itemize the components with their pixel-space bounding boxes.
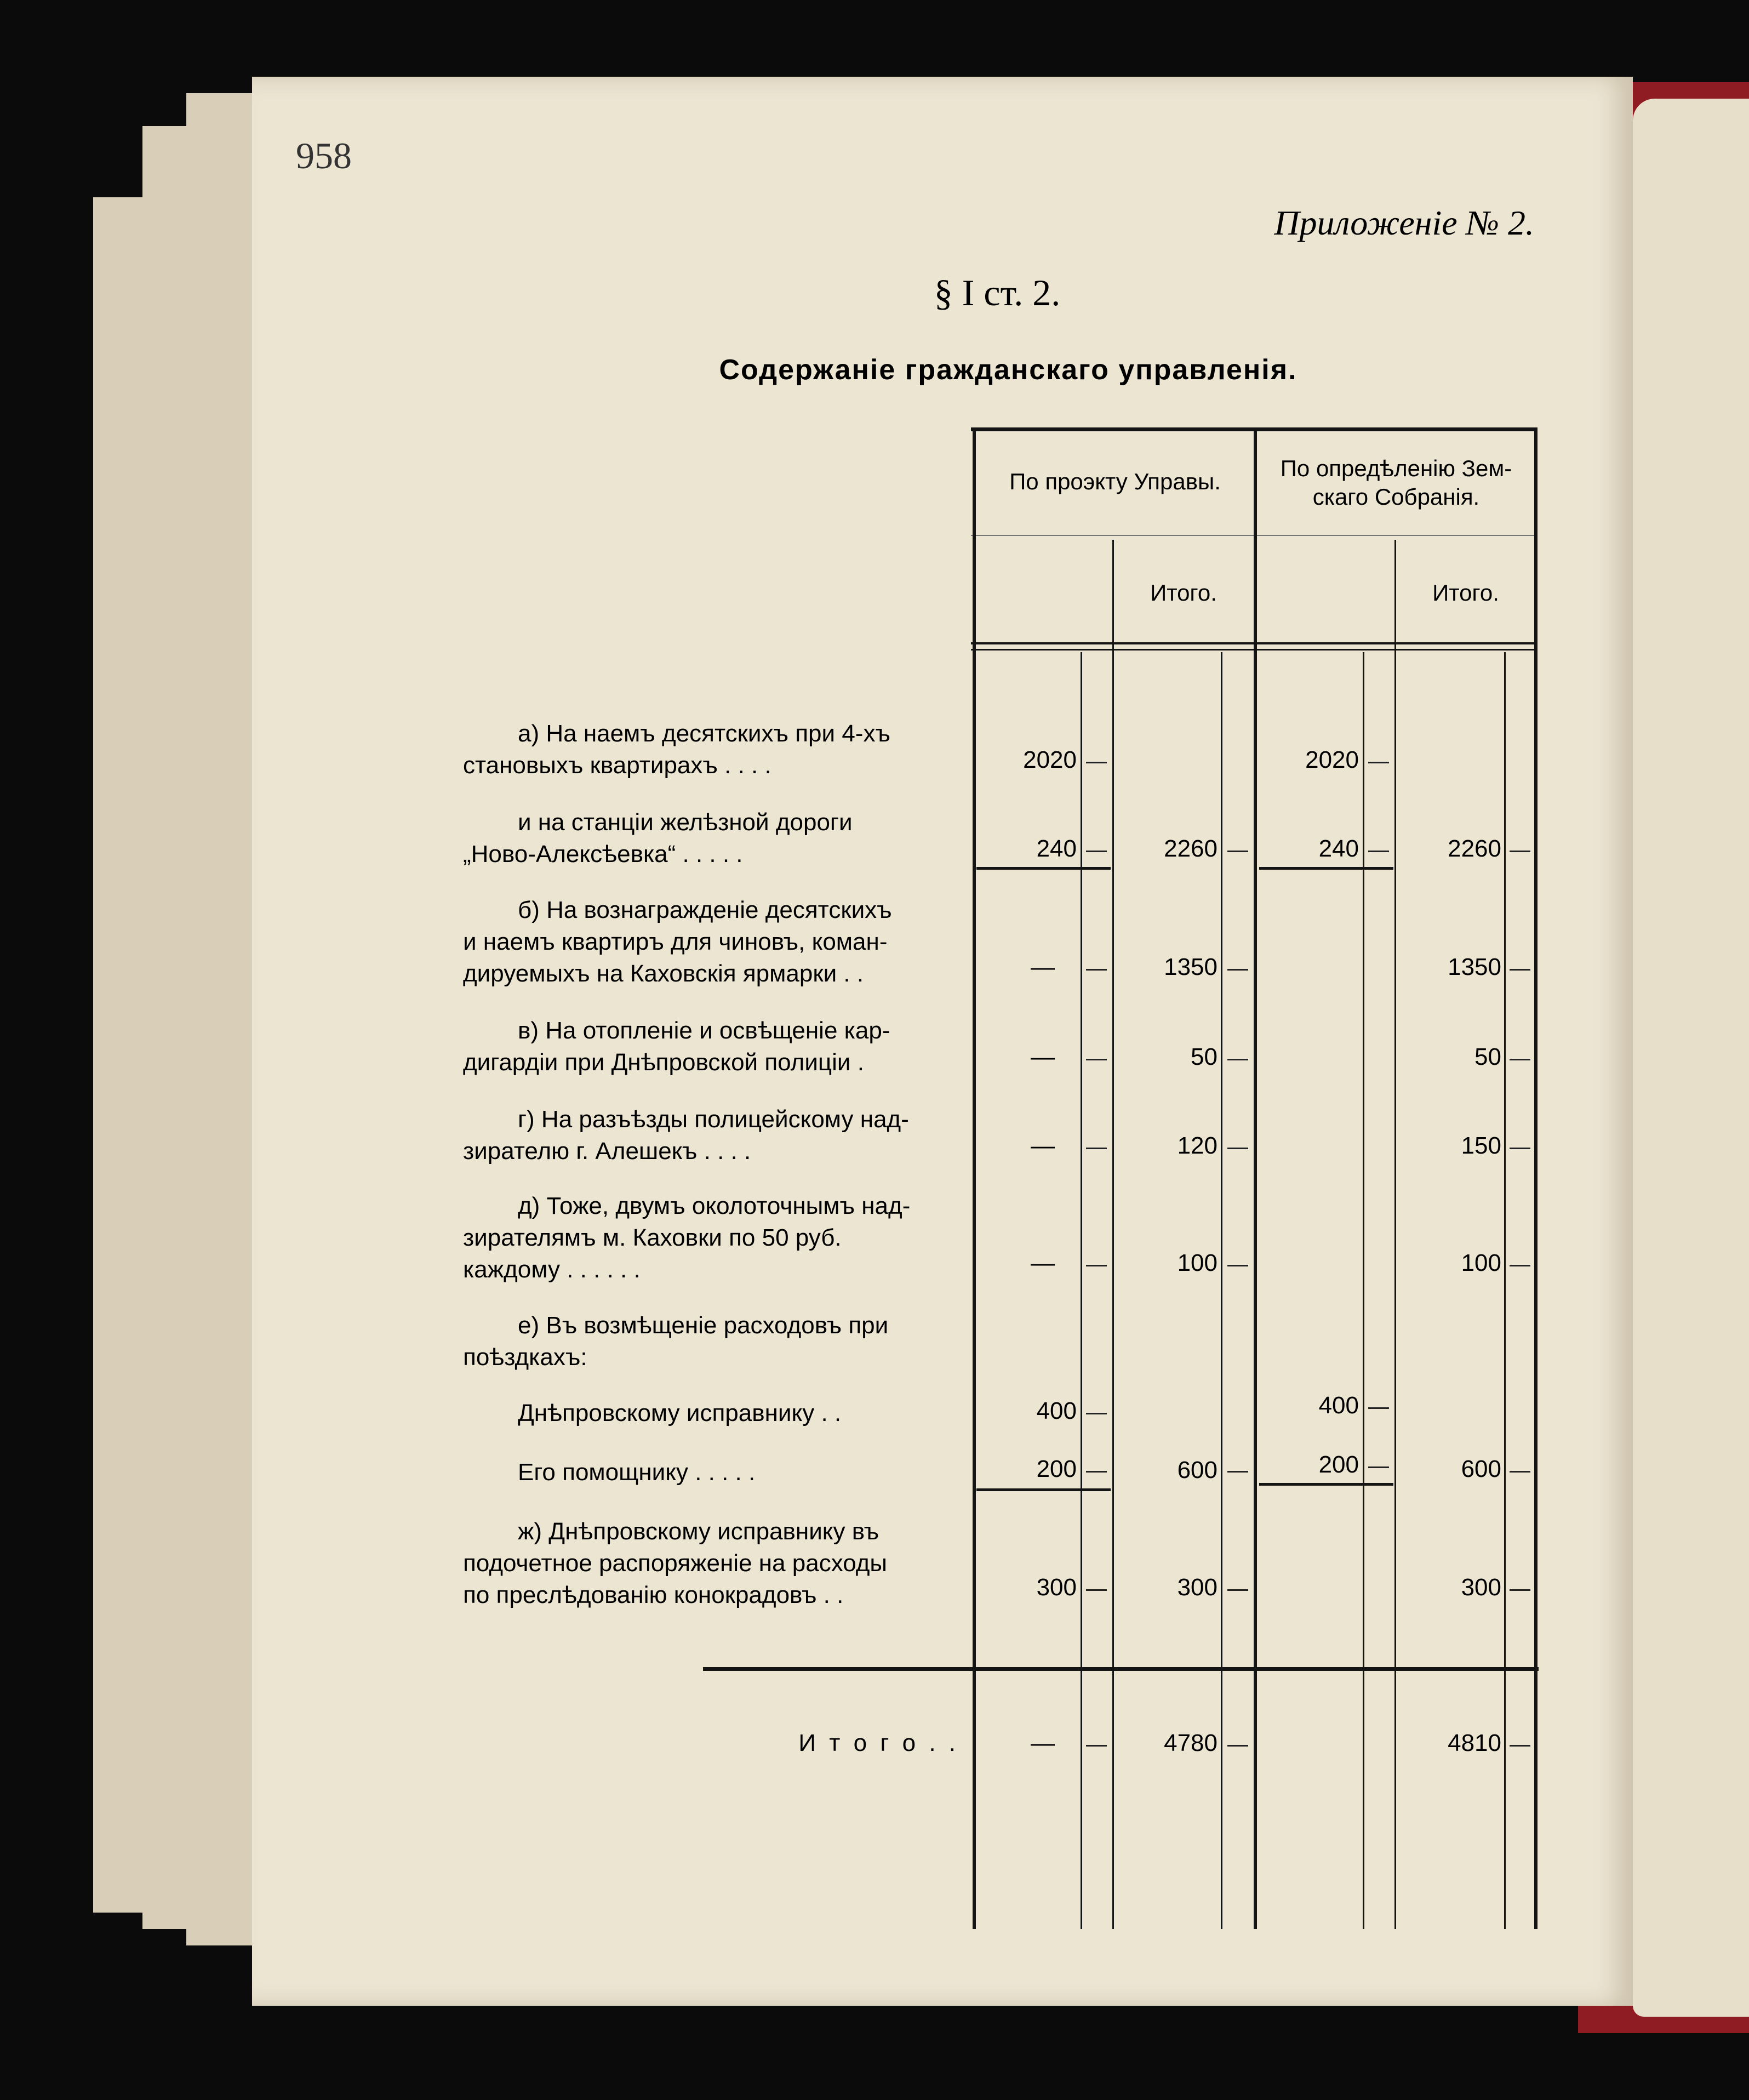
row-text-line: по преслѣдованію конокрадовъ . . [463,1582,844,1608]
row-text-line: Днѣпровскому исправнику . . [518,1400,842,1426]
row-text-line: и наемъ квартиръ для чиновъ, коман- [463,928,888,955]
kopeck-dash [1086,1745,1107,1747]
row-text-line: е) Въ возмѣщеніе расходовъ при [518,1312,889,1339]
cell-proekt-part: 240 [1036,835,1077,862]
row-zh-text [463,1516,959,1611]
kopeck-dash [1086,1148,1107,1149]
total-proekt: 4780 [1164,1730,1218,1756]
row-text-line: подочетное распоряженіе на расходы [463,1550,888,1577]
row-text-line: и на станціи желѣзной дороги [518,809,853,836]
table-column-divider [1221,652,1222,1929]
kopeck-dash [1510,851,1530,852]
header-itogo-proekt: Итого. [1150,580,1217,606]
cell-opredelenie-total: 600 [1461,1456,1501,1482]
cell-opredelenie-total: 1350 [1448,954,1501,980]
cell-proekt-part: — [1031,1132,1055,1159]
cell-opredelenie-part: 240 [1318,835,1359,862]
subtotal-rule [976,867,1111,870]
cell-proekt-total: 300 [1177,1574,1218,1601]
kopeck-dash [1086,1471,1107,1473]
header-opredelenie-line2: скаго Собранія. [1312,484,1480,510]
cell-opredelenie-total: 300 [1461,1574,1501,1601]
kopeck-dash [1227,1589,1248,1591]
row-d-text [463,1190,959,1286]
row-g-text [463,1104,959,1167]
total-rule [703,1667,1539,1671]
row-v-text [463,1015,959,1078]
kopeck-dash [1510,1745,1530,1747]
kopeck-dash [1227,969,1248,971]
subtotal-rule [1259,867,1393,870]
kopeck-dash [1510,969,1530,971]
kopeck-dash [1227,1745,1248,1747]
header-opredelenie-line1: По опредѣленію Зем- [1280,455,1512,481]
cell-proekt-part: 200 [1036,1456,1077,1482]
row-text-line: Его помощнику . . . . . [518,1459,756,1486]
row-text-line: а) На наемъ десятскихъ при 4-хъ [518,720,890,747]
appendix-label: Приложеніе № 2. [1274,203,1534,242]
kopeck-dash [1368,1407,1389,1409]
row-e1-text [463,1397,959,1429]
kopeck-dash [1086,1413,1107,1414]
row-text-line: дируемыхъ на Каховскія ярмарки . . [463,960,864,987]
table-column-divider [1081,652,1082,1929]
row-e-text [463,1310,959,1373]
kopeck-dash [1227,851,1248,852]
cell-proekt-part: — [1031,1043,1055,1070]
kopeck-dash [1086,762,1107,763]
facing-page-edge [1633,99,1749,2017]
total-opredelenie: 4810 [1448,1730,1501,1756]
row-text-line: ж) Днѣпровскому исправнику въ [518,1518,879,1545]
row-a-text [463,718,959,781]
row-text-line: б) На вознагражденіе десятскихъ [518,897,892,923]
cell-proekt-total: 100 [1177,1249,1218,1276]
kopeck-dash [1086,1059,1107,1060]
cell-opredelenie-total: 50 [1474,1043,1501,1070]
header-proekt: По проэкту Управы. [1009,469,1221,494]
kopeck-dash [1510,1148,1530,1149]
cell-opredelenie-total: 150 [1461,1132,1501,1159]
table-column-divider [1504,652,1506,1929]
table-column-divider [1112,540,1114,1929]
cell-proekt-part: — [1031,954,1055,980]
cell-proekt-part: 400 [1036,1397,1077,1424]
cell-opredelenie-total: 2260 [1448,835,1501,862]
cell-opredelenie-part: 400 [1318,1392,1359,1419]
kopeck-dash [1227,1148,1248,1149]
row-text-line: зирателямъ м. Каховки по 50 руб. [463,1224,842,1251]
kopeck-dash [1227,1059,1248,1060]
table-column-divider [1394,540,1396,1929]
header-itogo-opredelenie: Итого. [1432,580,1499,606]
subtotal-rule [1259,1483,1393,1486]
cell-opredelenie-part: 2020 [1305,746,1359,773]
row-text-line: становыхъ квартирахъ . . . . [463,752,771,779]
cell-proekt-total: 2260 [1164,835,1218,862]
page-number: 958 [296,135,352,176]
subtotal-rule [976,1488,1111,1491]
total-proekt-part: — [1031,1730,1055,1756]
cell-proekt-total: 120 [1177,1132,1218,1159]
row-text-line: „Ново-Алексѣевка“ . . . . . [463,841,743,868]
page-heading: Содержаніе гражданскаго управленія. [719,354,1298,386]
row-b-text [463,894,959,990]
kopeck-dash [1510,1265,1530,1266]
total-label: И т о г о . . [798,1730,959,1756]
cell-proekt-total: 50 [1191,1043,1218,1070]
cell-proekt-part: 300 [1036,1574,1077,1601]
kopeck-dash [1510,1589,1530,1591]
table-column-divider [1363,652,1364,1929]
row-a2-text [463,807,959,870]
kopeck-dash [1086,1589,1107,1591]
kopeck-dash [1368,762,1389,763]
kopeck-dash [1227,1471,1248,1473]
row-text-line: в) На отопленіе и освѣщеніе кар- [518,1017,890,1044]
section-label: § I ст. 2. [934,272,1061,313]
cell-opredelenie-part: 200 [1318,1451,1359,1478]
kopeck-dash [1510,1059,1530,1060]
table-group-divider [1254,427,1257,1929]
row-text-line: каждому . . . . . . [463,1256,641,1283]
row-text-line: г) На разъѣзды полицейскому над- [518,1106,909,1133]
kopeck-dash [1368,1466,1389,1468]
cell-proekt-total: 600 [1177,1457,1218,1483]
row-e2-text [463,1457,959,1488]
kopeck-dash [1510,1471,1530,1473]
kopeck-dash [1086,851,1107,852]
kopeck-dash [1086,1265,1107,1266]
cell-proekt-total: 1350 [1164,954,1218,980]
cell-proekt-part: — [1031,1249,1055,1276]
cell-opredelenie-total: 100 [1461,1249,1501,1276]
kopeck-dash [1086,969,1107,971]
cell-proekt-part: 2020 [1023,746,1077,773]
row-text-line: дигардіи при Днѣпровской полиціи . [463,1049,864,1076]
row-text-line: поѣздкахъ: [463,1344,587,1371]
table-right-border [1534,427,1537,1929]
kopeck-dash [1368,851,1389,852]
kopeck-dash [1227,1265,1248,1266]
row-text-line: зирателю г. Алешекъ . . . . [463,1138,751,1165]
row-text-line: д) Тоже, двумъ околоточнымъ над- [518,1192,911,1219]
table-left-border [973,427,976,1929]
